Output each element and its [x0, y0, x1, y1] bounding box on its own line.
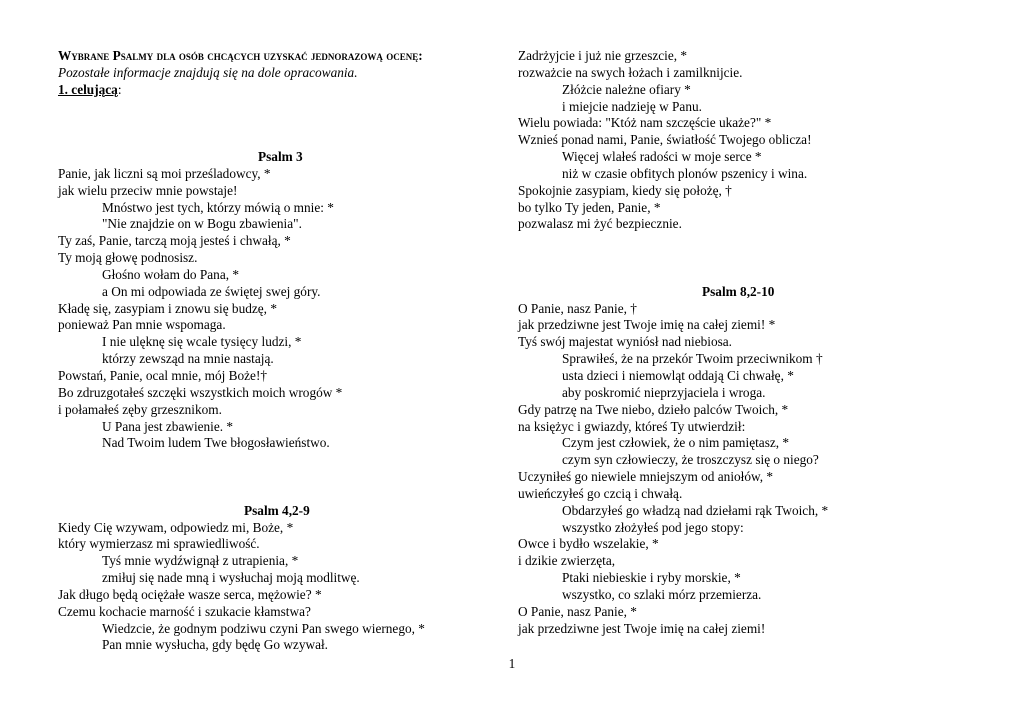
verse-line: "Nie znajdzie on w Bogu zbawienia". [102, 216, 302, 232]
verse-line: Jak długo będą ociężałe wasze serca, mężowie? * [58, 586, 322, 602]
verse-line: Kiedy Cię wzywam, odpowiedz mi, Boże, * [58, 519, 294, 535]
verse-line: Tyś swój majestat wyniósł nad niebiosa. [518, 334, 733, 350]
verse-line: Czemu kochacie marność i szukacie kłamstwa? [58, 603, 311, 619]
verse-line: Wielu powiada: "Któż nam szczęście ukaże?" * [518, 115, 772, 131]
psalm-4-heading: Psalm 4,2-9 [244, 502, 310, 518]
verse-line: Ty moją głowę podnosisz. [58, 250, 198, 266]
verse-line: jak przedziwne jest Twoje imię na całej ziemi! * [518, 317, 776, 333]
verse-line: i dzikie zwierzęta, [518, 553, 616, 569]
verse-line: jak wielu przeciw mnie powstaje! [58, 182, 238, 198]
verse-line: Sprawiłeś, że na przekór Twoim przeciwnikom † [562, 351, 823, 367]
verse-line: a On mi odpowiada ze świętej swej góry. [102, 283, 321, 299]
verse-line: Owce i bydło wszelakie, * [518, 536, 659, 552]
psalm-4-continuation [518, 48, 978, 233]
verse-line: Ty zaś, Panie, tarczą moją jesteś i chwałą, * [58, 233, 291, 249]
verse-line: czym syn człowieczy, że troszczysz się o niego? [562, 452, 819, 468]
verse-line: Wiedzcie, że godnym podziwu czyni Pan swego wiernego, * [102, 620, 425, 636]
grade-label: 1. celującą: [58, 81, 122, 97]
right-column [518, 48, 978, 638]
verse-line: Głośno wołam do Pana, * [102, 266, 240, 282]
verse-line: który wymierzasz mi sprawiedliwość. [58, 536, 260, 552]
verse-line: Więcej wlałeś radości w moje serce * [562, 149, 762, 165]
verse-line: Tyś mnie wydźwignął z utrapienia, * [102, 553, 299, 569]
verse-line: bo tylko Ty jeden, Panie, * [518, 199, 661, 215]
verse-line: Ptaki niebieskie i ryby morskie, * [562, 570, 741, 586]
document-title: Wybrane Psalmy dla osób chcących uzyskać jednorazową ocenę: [58, 48, 423, 63]
verse-line: Kładę się, zasypiam i znowu się budzę, * [58, 300, 277, 316]
verse-line: Powstań, Panie, ocal mnie, mój Boże!† [58, 368, 268, 383]
verse-line: Obdarzyłeś go władzą nad dziełami rąk Twoich, * [562, 502, 829, 518]
verse-line: O Panie, nasz Panie, * [518, 603, 637, 619]
verse-line: Mnóstwo jest tych, którzy mówią o mnie: * [102, 199, 334, 215]
verse-line: Panie, jak liczni są moi prześladowcy, * [58, 165, 271, 181]
verse-line: zmiłuj się nade mną i wysłuchaj moją modlitwę. [102, 570, 360, 586]
psalm-3-text [58, 166, 498, 452]
verse-line: uwieńczyłeś go czcią i chwałą. [518, 485, 683, 501]
verse-line: usta dzieci i niemowląt oddają Ci chwałę, * [562, 368, 794, 383]
verse-line: Spokojnie zasypiam, kiedy się położę, † [518, 182, 732, 198]
verse-line: Złóżcie należne ofiary * [562, 81, 691, 97]
verse-line: Uczyniłeś go niewiele mniejszym od aniołów, * [518, 469, 774, 485]
verse-line: wszystko złożyłeś pod jego stopy: [562, 519, 744, 535]
verse-line: Gdy patrzę na Twe niebo, dzieło palców Twoich, * [518, 401, 789, 417]
verse-line: U Pana jest zbawienie. * [102, 418, 234, 434]
verse-line: I nie ulęknę się wcale tysięcy ludzi, * [102, 334, 302, 350]
verse-line: i połamałeś zęby grzesznikom. [58, 401, 222, 417]
verse-line: którzy zewsząd na mnie nastają. [102, 351, 274, 367]
verse-line: Zadrżyjcie i już nie grzeszcie, * [518, 48, 688, 63]
verse-line: Czym jest człowiek, że o nim pamiętasz, * [562, 435, 790, 451]
verse-line: Wznieś ponad nami, Panie, światłość Twojego oblicza! [518, 132, 812, 148]
verse-line: niż w czasie obfitych plonów pszenicy i wina. [562, 165, 808, 181]
verse-line: i miejcie nadzieję w Panu. [562, 98, 702, 114]
psalm-4-text [58, 520, 498, 655]
psalm-3-heading: Psalm 3 [258, 149, 303, 165]
verse-line: na księżyc i gwiazdy, któreś Ty utwierdził: [518, 418, 746, 434]
left-column [58, 48, 498, 654]
page-number: 1 [508, 656, 516, 671]
verse-line: O Panie, nasz Panie, † [518, 300, 637, 316]
verse-line: wszystko, co szlaki mórz przemierza. [562, 586, 762, 602]
verse-line: Pan mnie wysłucha, gdy będę Go wzywał. [102, 637, 328, 653]
verse-line: aby poskromić nieprzyjaciela i wroga. [562, 384, 766, 400]
psalm-8-text [518, 301, 978, 638]
verse-line: rozważcie na swych łożach i zamilknijcie. [518, 64, 743, 80]
verse-line: Bo zdruzgotałeś szczęki wszystkich moich wrogów * [58, 384, 343, 400]
info-note: Pozostałe informacje znajdują się na dole opracowania. [58, 64, 358, 80]
verse-line: jak przedziwne jest Twoje imię na całej ziemi! [518, 620, 766, 636]
verse-line: Nad Twoim ludem Twe błogosławieństwo. [102, 435, 330, 451]
verse-line: pozwalasz mi żyć bezpiecznie. [518, 216, 682, 232]
psalm-8-heading: Psalm 8,2-10 [702, 283, 775, 299]
verse-line: ponieważ Pan mnie wspomaga. [58, 317, 226, 333]
